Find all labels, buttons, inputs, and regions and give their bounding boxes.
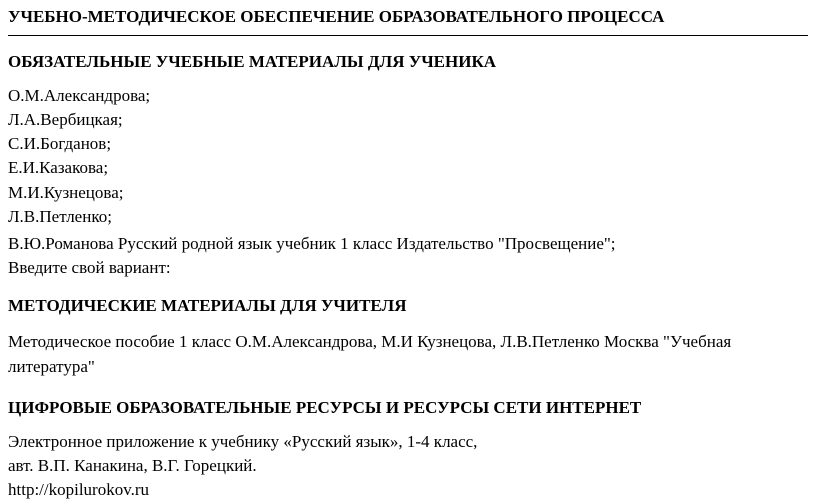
custom-variant-prompt: Введите свой вариант: bbox=[8, 258, 171, 277]
student-material-item: Е.И.Казакова; bbox=[8, 158, 109, 177]
teacher-materials-text: Методическое пособие 1 класс О.М.Александрова, М.И Кузнецова, Л.В.Петленко Москва "Учебная литература" bbox=[8, 332, 732, 376]
student-material-item: В.Ю.Романова Русский родной язык учебник 1 класс Издательство "Просвещение"; bbox=[8, 234, 616, 253]
teacher-materials-heading: МЕТОДИЧЕСКИЕ МАТЕРИАЛЫ ДЛЯ УЧИТЕЛЯ bbox=[8, 296, 407, 315]
resource-link[interactable]: http://kopilurokov.ru bbox=[8, 480, 150, 499]
title-divider bbox=[8, 35, 808, 36]
digital-resources-heading: ЦИФРОВЫЕ ОБРАЗОВАТЕЛЬНЫЕ РЕСУРСЫ И РЕСУРСЫ СЕТИ ИНТЕРНЕТ bbox=[8, 398, 642, 417]
student-material-item: М.И.Кузнецова; bbox=[8, 183, 124, 202]
document-title: УЧЕБНО-МЕТОДИЧЕСКОЕ ОБЕСПЕЧЕНИЕ ОБРАЗОВАТЕЛЬНОГО ПРОЦЕССА bbox=[8, 7, 665, 26]
student-materials-heading: ОБЯЗАТЕЛЬНЫЕ УЧЕБНЫЕ МАТЕРИАЛЫ ДЛЯ УЧЕНИКА bbox=[8, 52, 497, 71]
student-material-item: С.И.Богданов; bbox=[8, 134, 112, 153]
digital-resource-line: авт. В.П. Канакина, В.Г. Горецкий. bbox=[8, 456, 257, 475]
student-material-item: Л.В.Петленко; bbox=[8, 207, 112, 226]
student-material-item: О.М.Александрова; bbox=[8, 86, 151, 105]
student-material-item: Л.А.Вербицкая; bbox=[8, 110, 123, 129]
digital-resource-line: Электронное приложение к учебнику «Русский язык», 1-4 класс, bbox=[8, 432, 478, 451]
